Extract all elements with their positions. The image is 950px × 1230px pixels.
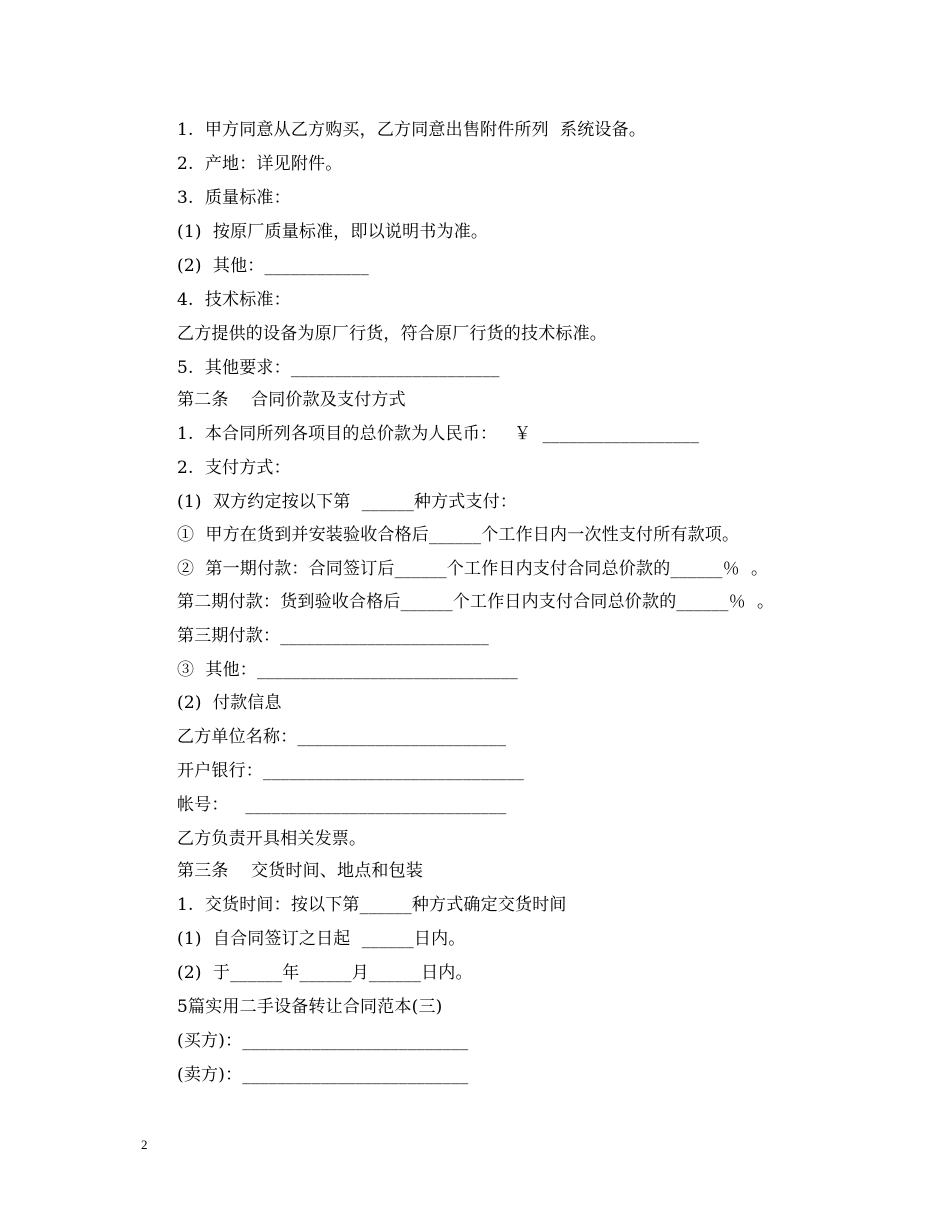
document-line: 5篇实用二手设备转让合同范本(三) [177,997,443,1017]
document-line: 5. 其他要求：________________________ [177,358,500,378]
document-line: 第三期付款：________________________ [177,626,489,646]
document-line: 开户银行：______________________________ [177,761,524,781]
document-line: (2) 其他：____________ [177,256,369,276]
document-line: 2. 支付方式： [177,458,291,478]
document-line: 1. 交货时间：按以下第______种方式确定交货时间 [177,895,567,915]
document-line: 1. 甲方同意从乙方购买，乙方同意出售附件所列 系统设备。 [177,120,647,140]
document-line: (1) 自合同签订之日起 ______日内。 [177,929,466,949]
document-line: 乙方单位名称：________________________ [177,727,507,747]
document-line: (卖方)：__________________________ [177,1065,469,1085]
document-line: (1) 按原厂质量标准，即以说明书为准。 [177,222,489,242]
document-line: 乙方提供的设备为原厂行货，符合原厂行货的技术标准。 [177,324,607,344]
document-line: ① 甲方在货到并安装验收合格后______个工作日内一次性支付所有款项。 [177,525,740,545]
document-line: 第三条 交货时间、地点和包装 [177,861,424,881]
document-line: (1) 双方约定按以下第 ______种方式支付： [177,492,518,512]
page-number: 2 [141,1137,148,1152]
document-line: ② 第一期付款：合同签订后______个工作日内支付合同总价款的______％ 。 [177,559,769,579]
document-line: 2. 产地：详见附件。 [177,154,343,174]
document-line: (2) 付款信息 [177,693,282,713]
document-line: 3. 质量标准： [177,188,291,208]
document-line: ③ 其他：______________________________ [177,660,519,680]
document-line: 第二期付款：货到验收合格后______个工作日内支付合同总价款的______％ 。 [177,592,775,612]
document-line: 帐号： ______________________________ [177,795,507,815]
document-line: (2) 于______年______月______日内。 [177,963,473,983]
document-line: (买方)：__________________________ [177,1031,469,1051]
document-line: 1. 本合同所列各项目的总价款为人民币： ￥ __________________ [177,424,700,444]
document-line: 4. 技术标准： [177,290,291,310]
document-line: 第二条 合同价款及支付方式 [177,390,406,410]
document-line: 乙方负责开具相关发票。 [177,829,367,849]
